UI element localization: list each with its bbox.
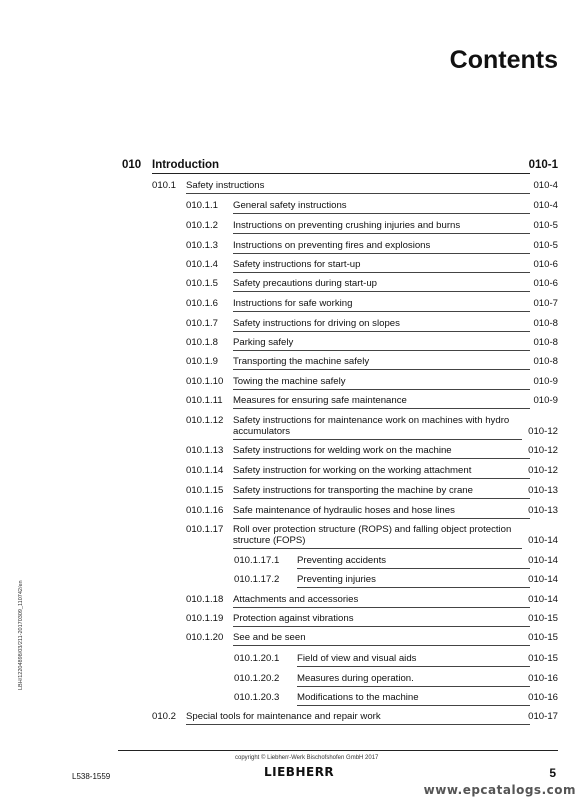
entry-number: 010.1.1 xyxy=(186,200,219,211)
entry-page: 010-6 xyxy=(533,278,558,289)
entry-number: 010.1.20 xyxy=(186,632,224,643)
entry-number: 010.1.20.3 xyxy=(234,692,280,703)
entry-number: 010.1.6 xyxy=(186,298,219,309)
entry-title: Field of view and visual aids xyxy=(297,653,530,667)
entry-title: Preventing injuries xyxy=(297,574,530,588)
entry-title: Instructions for safe working xyxy=(233,298,530,312)
entry-number: 010.1.15 xyxy=(186,485,224,496)
entry-number: 010.1.7 xyxy=(186,318,219,329)
entry-number: 010.1.10 xyxy=(186,376,224,387)
entry-title: Safety instructions for driving on slopes xyxy=(233,318,530,332)
document-code: L538-1559 xyxy=(72,772,111,781)
copyright-text: copyright © Liebherr-Werk Bischofshofen GmbH 2017 xyxy=(235,755,379,761)
entry-number: 010.1.13 xyxy=(186,445,224,456)
entry-page: 010-9 xyxy=(533,395,558,406)
entry-page: 010-8 xyxy=(533,337,558,348)
chapter-number: 010 xyxy=(122,159,142,171)
entry-title: Instructions on preventing fires and explosions xyxy=(233,240,530,254)
entry-number: 010.1.2 xyxy=(186,220,219,231)
entry-page: 010-14 xyxy=(528,535,558,546)
entry-page: 010-13 xyxy=(528,505,558,516)
entry-page: 010-9 xyxy=(533,376,558,387)
entry-title: Measures for ensuring safe maintenance xyxy=(233,395,530,409)
watermark: www.epcatalogs.com xyxy=(423,783,576,797)
entry-page: 010-5 xyxy=(533,220,558,231)
entry-title: See and be seen xyxy=(233,632,530,646)
entry-number: 010.1.14 xyxy=(186,465,224,476)
entry-page: 010-12 xyxy=(528,465,558,476)
entry-title: Safety precautions during start-up xyxy=(233,278,530,292)
entry-page: 010-4 xyxy=(533,200,558,211)
entry-number: 010.1.12 xyxy=(186,415,224,426)
side-document-code: LBH/12204898/03/211-20170309_110742/en xyxy=(18,580,24,690)
entry-page: 010-7 xyxy=(533,298,558,309)
entry-number: 010.1.20.2 xyxy=(234,673,280,684)
entry-page: 010-8 xyxy=(533,318,558,329)
entry-number: 010.1.19 xyxy=(186,613,224,624)
entry-title: Roll over protection structure (ROPS) and falling object protection structure (FOPS) xyxy=(233,524,522,549)
entry-page: 010-8 xyxy=(533,356,558,367)
entry-page: 010-16 xyxy=(528,692,558,703)
entry-title: Preventing accidents xyxy=(297,555,530,569)
entry-page: 010-12 xyxy=(528,426,558,437)
entry-page: 010-15 xyxy=(528,613,558,624)
entry-title: Special tools for maintenance and repair work xyxy=(186,711,530,725)
entry-page: 010-6 xyxy=(533,259,558,270)
entry-number: 010.1.20.1 xyxy=(234,653,280,664)
entry-number: 010.1.17.2 xyxy=(234,574,280,585)
entry-page: 010-5 xyxy=(533,240,558,251)
entry-title: Safety instructions for welding work on the machine xyxy=(233,445,530,459)
page-number: 5 xyxy=(549,766,556,780)
entry-page: 010-17 xyxy=(528,711,558,722)
entry-number: 010.1 xyxy=(152,180,177,191)
entry-title: Safety instruction for working on the working attachment xyxy=(233,465,530,479)
entry-title: Protection against vibrations xyxy=(233,613,530,627)
chapter-page: 010-1 xyxy=(528,159,558,171)
entry-title: Instructions on preventing crushing injuries and burns xyxy=(233,220,530,234)
entry-number: 010.2 xyxy=(152,711,177,722)
entry-number: 010.1.11 xyxy=(186,395,223,406)
entry-page: 010-14 xyxy=(528,574,558,585)
entry-number: 010.1.8 xyxy=(186,337,219,348)
entry-number: 010.1.18 xyxy=(186,594,224,605)
entry-number: 010.1.17.1 xyxy=(234,555,280,566)
entry-page: 010-4 xyxy=(533,180,558,191)
entry-page: 010-13 xyxy=(528,485,558,496)
entry-page: 010-14 xyxy=(528,555,558,566)
entry-number: 010.1.4 xyxy=(186,259,219,270)
entry-title: General safety instructions xyxy=(233,200,530,214)
page-title: Contents xyxy=(449,46,558,74)
entry-page: 010-16 xyxy=(528,673,558,684)
entry-title: Transporting the machine safely xyxy=(233,356,530,370)
entry-number: 010.1.17 xyxy=(186,524,224,535)
liebherr-logo: LIEBHERR xyxy=(264,765,335,779)
entry-page: 010-15 xyxy=(528,632,558,643)
entry-number: 010.1.16 xyxy=(186,505,224,516)
entry-number: 010.1.5 xyxy=(186,278,219,289)
entry-title: Safety instructions xyxy=(186,180,530,194)
entry-page: 010-14 xyxy=(528,594,558,605)
entry-title: Towing the machine safely xyxy=(233,376,530,390)
entry-title: Attachments and accessories xyxy=(233,594,530,608)
entry-title: Safe maintenance of hydraulic hoses and hose lines xyxy=(233,505,530,519)
entry-number: 010.1.3 xyxy=(186,240,219,251)
entry-page: 010-15 xyxy=(528,653,558,664)
entry-title: Safety instructions for maintenance work on machines with hydro accumulators xyxy=(233,415,522,440)
entry-title: Modifications to the machine xyxy=(297,692,530,706)
entry-number: 010.1.9 xyxy=(186,356,219,367)
entry-page: 010-12 xyxy=(528,445,558,456)
chapter-title: Introduction xyxy=(152,160,530,174)
entry-title: Safety instructions for start-up xyxy=(233,259,530,273)
footer-rule xyxy=(118,750,558,751)
entry-title: Parking safely xyxy=(233,337,530,351)
entry-title: Safety instructions for transporting the machine by crane xyxy=(233,485,530,499)
entry-title: Measures during operation. xyxy=(297,673,530,687)
